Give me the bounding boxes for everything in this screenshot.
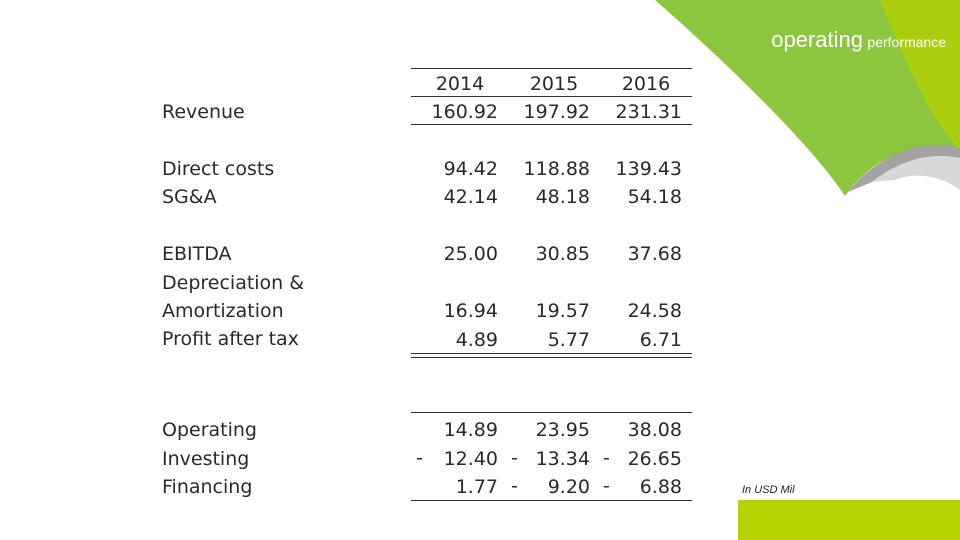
ebitda-2016: 37.68	[627, 243, 682, 265]
sga-2014: 42.14	[443, 186, 498, 208]
header-rule	[411, 96, 692, 97]
ebitda-label: EBITDA	[162, 243, 232, 265]
profit-2015: 5.77	[547, 329, 590, 351]
financing-2016-sign: -	[603, 475, 610, 497]
sga-label: SG&A	[162, 186, 217, 208]
sga-2016: 54.18	[627, 186, 682, 208]
financing-label: Financing	[162, 476, 253, 498]
financing-2016: 6.88	[639, 476, 682, 498]
depreciation-2016: 24.58	[627, 300, 682, 322]
total-double-rule-bottom	[411, 357, 692, 358]
slide-title-main: operating	[771, 27, 863, 52]
table-top-rule	[411, 68, 692, 69]
cashflow-top-rule	[411, 412, 692, 413]
financing-2015-sign: -	[511, 475, 518, 497]
financing-2014: 1.77	[455, 476, 498, 498]
total-double-rule-top	[411, 353, 692, 354]
depreciation-label-line1: Depreciation &	[162, 272, 305, 294]
revenue-label: Revenue	[162, 101, 245, 123]
revenue-2016: 231.31	[615, 101, 682, 123]
investing-2016-sign: -	[603, 447, 610, 469]
year-header-2015: 2015	[529, 73, 579, 95]
profit-label: Profit after tax	[162, 328, 299, 350]
year-header-2014: 2014	[435, 73, 485, 95]
slide-title	[771, 27, 946, 53]
direct-costs-2014: 94.42	[443, 158, 498, 180]
investing-2014-sign: -	[416, 447, 423, 469]
operating-2014: 14.89	[443, 419, 498, 441]
sga-2015: 48.18	[535, 186, 590, 208]
investing-label: Investing	[162, 448, 250, 470]
currency-note: In USD Mil	[742, 484, 795, 496]
ebitda-2015: 30.85	[535, 243, 590, 265]
slide-title-sub: performance	[867, 34, 946, 50]
operating-2016: 38.08	[627, 419, 682, 441]
investing-2016: 26.65	[627, 448, 682, 470]
profit-2016: 6.71	[639, 329, 682, 351]
operating-2015: 23.95	[535, 419, 590, 441]
cashflow-bottom-rule	[411, 500, 692, 501]
direct-costs-2016: 139.43	[615, 158, 682, 180]
depreciation-2014: 16.94	[443, 300, 498, 322]
financing-2015: 9.20	[547, 476, 590, 498]
profit-2014: 4.89	[455, 329, 498, 351]
depreciation-2015: 19.57	[535, 300, 590, 322]
revenue-2015: 197.92	[523, 101, 590, 123]
footer-accent-bar	[738, 500, 960, 540]
revenue-rule	[411, 124, 692, 125]
direct-costs-2015: 118.88	[523, 158, 590, 180]
year-header-2016: 2016	[621, 73, 671, 95]
direct-costs-label: Direct costs	[162, 158, 275, 180]
investing-2015: 13.34	[535, 448, 590, 470]
investing-2015-sign: -	[511, 447, 518, 469]
ebitda-2014: 25.00	[443, 243, 498, 265]
investing-2014: 12.40	[443, 448, 498, 470]
depreciation-label-line2: Amortization	[162, 300, 284, 322]
revenue-2014: 160.92	[431, 101, 498, 123]
operating-label: Operating	[162, 419, 257, 441]
